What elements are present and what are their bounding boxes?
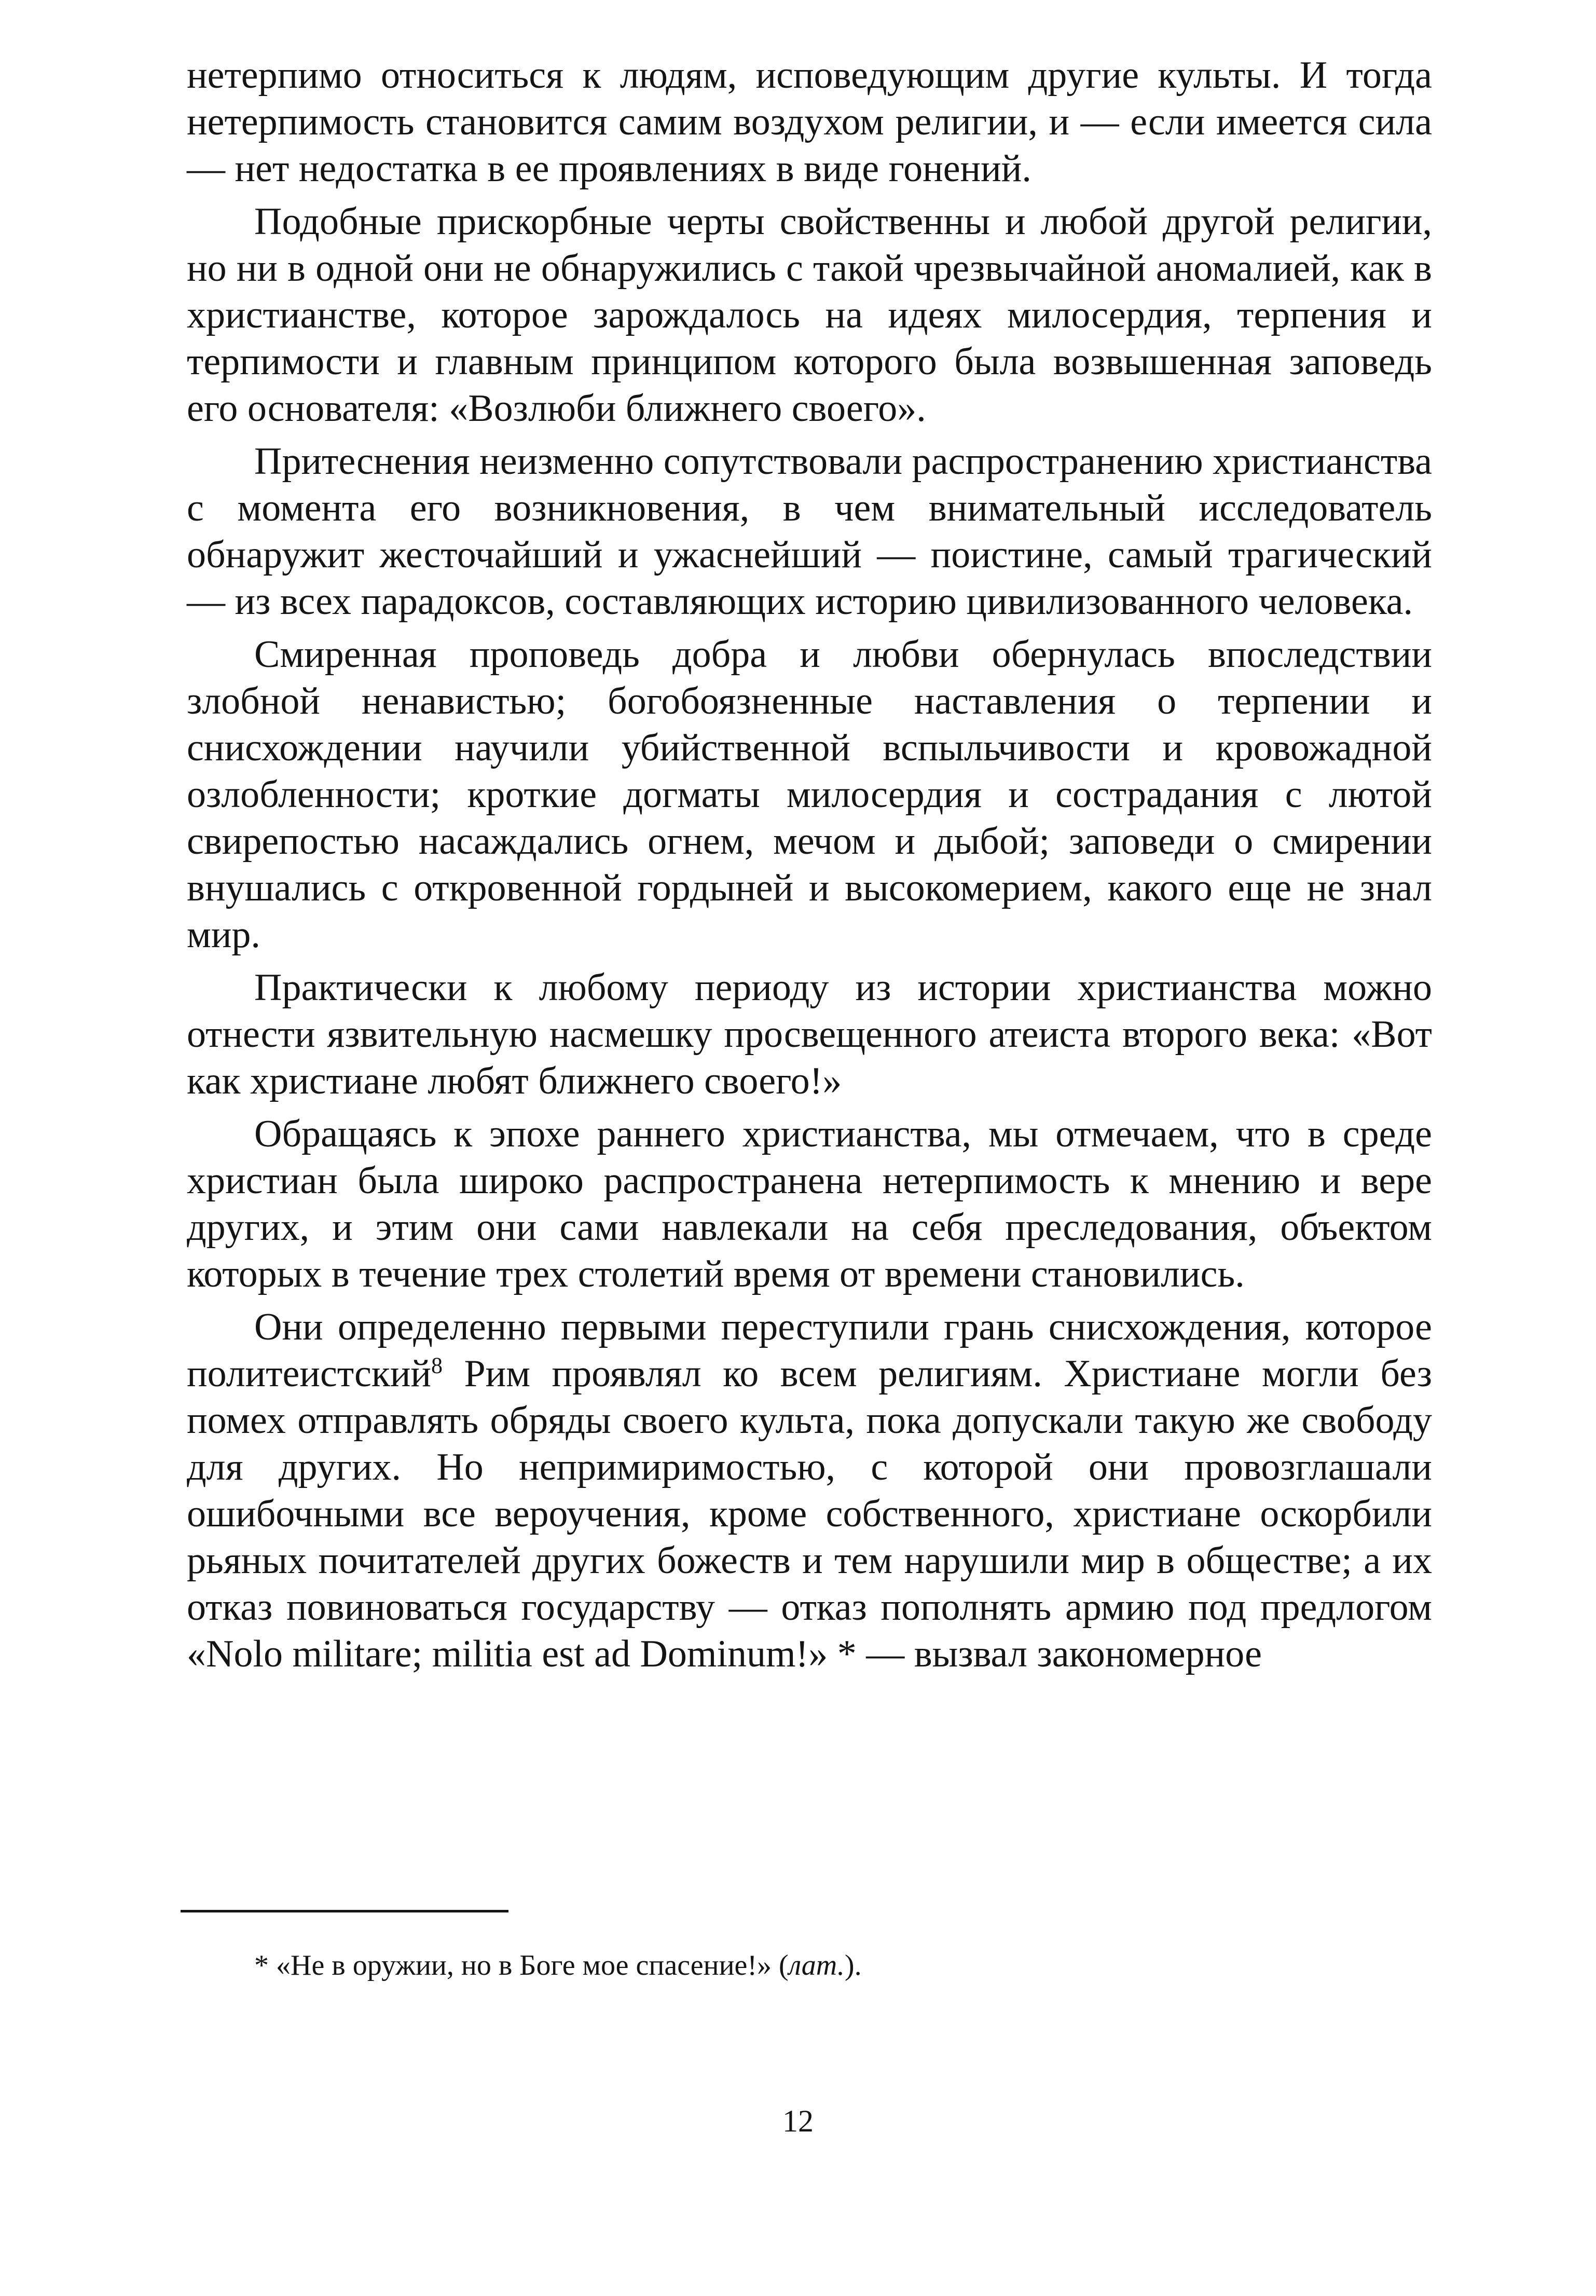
footnote	[254, 1947, 1448, 1984]
page-number: 12	[782, 2104, 814, 2138]
footnote-close: ).	[844, 1949, 862, 1981]
footnote-divider	[181, 1910, 508, 1912]
endnote-reference: 8	[431, 1352, 443, 1378]
paragraph-7-start: Они определенно первыми переступили грань снисхождения, которое политеистский	[187, 1306, 1432, 1395]
paragraph-3: Притеснения неизменно сопутствовали распространению христианства с момента его возникновения, в чем внимательный исследователь обнаружит жесточайший и ужаснейший — поистине, самый трагический — из всех парадоксов, составляющих историю цивилизованного человека.	[187, 440, 1432, 623]
page-body	[187, 52, 1432, 1677]
paragraph-1: нетерпимо относиться к людям, исповедующим другие культы. И тогда нетерпимость становится самим воздухом религии, и — если имеется сила — нет недостатка в ее проявлениях в виде гонений.	[187, 54, 1432, 190]
paragraph-7	[187, 1304, 1432, 1677]
paragraph-7-end: Рим проявлял ко всем религиям. Христиане могли без помех отправлять обряды своего культа, пока допускали такую же свободу для других. Но непримиримостью, с которой они провозглашали ошибочными все вероучения, кроме собственного, христиане оскорбили рьяных почитателей других божеств и тем нарушили мир в обществе; а их отказ повиноваться государству — отказ пополнять армию под предлогом «Nolo militare; militia est ad Dominum!» * — вызвал закономерное	[187, 1352, 1432, 1675]
paragraph-5: Практически к любому периоду из истории христианства можно отнести язвительную насмешку просвещенного атеиста второго века: «Вот как христиане любят ближнего своего!»	[187, 966, 1432, 1102]
footnote-language-abbr: лат.	[788, 1949, 845, 1981]
footnote-text: * «Не в оружии, но в Боге мое спасение!» (	[254, 1949, 789, 1981]
paragraph-6: Обращаясь к эпохе раннего христианства, мы отмечаем, что в среде христиан была широко распространена нетерпимость к мнению и вере других, и этим они сами навлекали на себя преследования, объектом которых в течение трех столетий время от времени становились.	[187, 1113, 1432, 1295]
paragraph-4: Смиренная проповедь добра и любви обернулась впоследствии злобной ненавистью; богобоязненные наставления о терпении и снисхождении научили убийственной вспыльчивости и кровожадной озлобленности; кроткие догматы милосердия и сострадания с лютой свирепостью насаждались огнем, мечом и дыбой; заповеди о смирении внушались с откровенной гордыней и высокомерием, какого еще не знал мир.	[187, 633, 1432, 956]
paragraph-2: Подобные прискорбные черты свойственны и любой другой религии, но ни в одной они не обнаружились с такой чрезвычайной аномалией, как в христианстве, которое зарождалось на идеях милосердия, терпения и терпимости и главным принципом которого была возвышенная заповедь его основателя: «Возлюби ближнего своего».	[187, 200, 1432, 430]
